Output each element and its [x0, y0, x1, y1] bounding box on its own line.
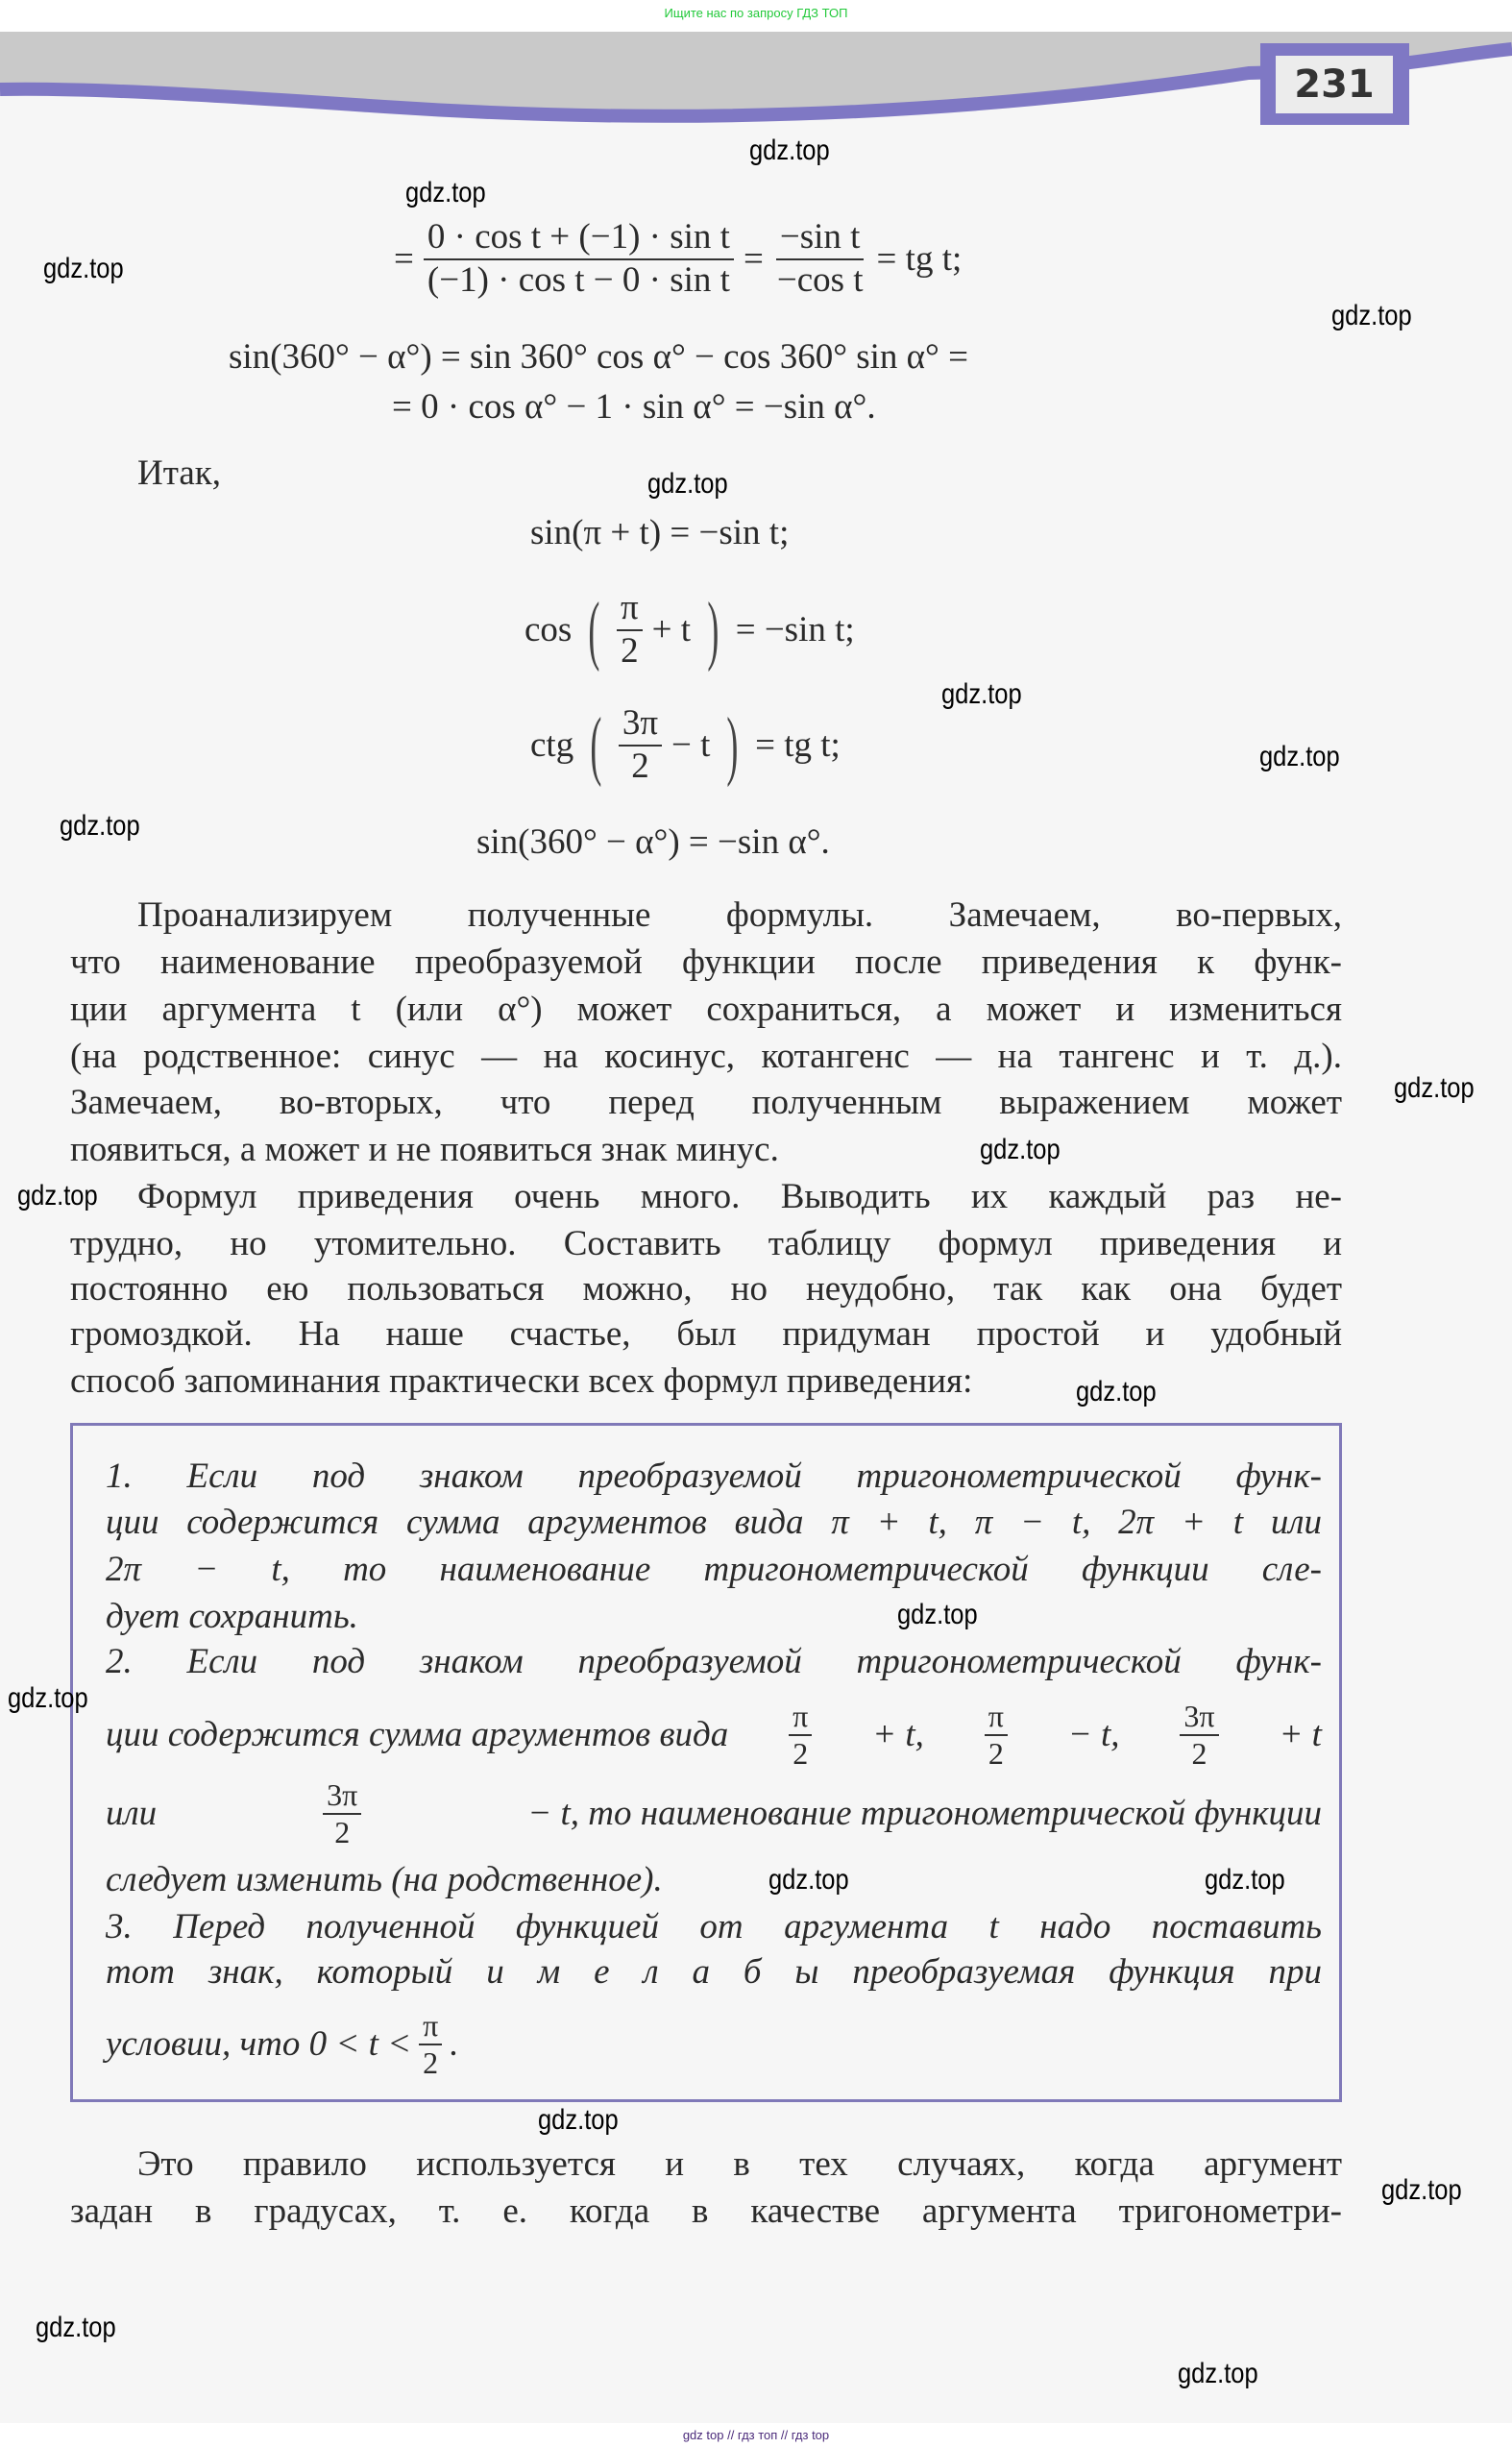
watermark: gdz.top [1394, 1072, 1475, 1104]
fraction [323, 1777, 361, 1850]
rule-line: 2π − t, то наименование тригонометрической функции сле- [106, 1550, 1322, 1589]
fraction [789, 1699, 812, 1772]
denominator: 2 [988, 1736, 1004, 1771]
eq-mid: = [743, 239, 764, 280]
formula-cos-pi2-plus-t [524, 588, 855, 672]
fraction [424, 217, 734, 301]
denominator: 2 [631, 746, 649, 786]
fraction [617, 588, 643, 672]
watermark: gdz.top [1178, 2358, 1258, 2389]
denominator: 2 [423, 2045, 439, 2080]
paragraph-line: трудно, но утомительно. Составить таблицу формул приведения и [70, 1224, 1342, 1263]
rule-text: − t, то наименование тригонометрической функции [527, 1794, 1322, 1833]
watermark: gdz.top [43, 253, 124, 284]
rule-line: тот знак, который и м е л а б ы преобразуемая функция при [106, 1952, 1322, 1992]
denominator: 2 [793, 1736, 809, 1771]
watermark: gdz.top [405, 177, 486, 208]
rule-text: − t, [1067, 1715, 1120, 1754]
watermark: gdz.top [941, 678, 1022, 710]
numerator: π [617, 588, 643, 631]
rule-text: ции содержится сумма аргументов вида [106, 1715, 729, 1754]
left-paren: ( [588, 587, 600, 673]
denominator: 2 [1191, 1736, 1207, 1771]
watermark: gdz.top [36, 2312, 116, 2343]
denominator: 2 [334, 1815, 351, 1849]
denominator: 2 [621, 630, 639, 671]
watermark: gdz.top [980, 1134, 1061, 1165]
eq-lead: = [394, 239, 414, 280]
formula-sin-360-minus-alpha: sin(360° − α°) = −sin α°. [476, 822, 830, 862]
numerator: π [419, 2008, 442, 2045]
fraction [419, 2008, 442, 2081]
rule-line: 2. Если под знаком преобразуемой тригонометрической функ- [106, 1642, 1322, 1681]
equation-sin360-line1: sin(360° − α°) = sin 360° cos α° − cos 360° sin α° = [229, 337, 968, 377]
itak-label: Итак, [137, 453, 221, 493]
watermark: gdz.top [8, 1682, 88, 1714]
rule-text: условии, что 0 < t < [106, 2024, 412, 2064]
paragraph-line: способ запоминания практически всех формул приведения: [70, 1361, 973, 1401]
watermark: gdz.top [647, 468, 728, 500]
eq-tail: = tg t; [755, 725, 841, 766]
watermark: gdz.top [1381, 2174, 1462, 2206]
paragraph-line: Замечаем, во-вторых, что перед полученным выражением может [70, 1083, 1342, 1122]
left-paren: ( [590, 702, 602, 788]
fn: cos [524, 610, 573, 650]
paragraph-line: Формул приведения очень много. Выводить их каждый раз не- [137, 1177, 1342, 1216]
denominator: −cos t [776, 259, 864, 300]
paragraph-line: Это правило используется и в тех случаях, когда аргумент [137, 2144, 1342, 2184]
watermark: gdz.top [60, 810, 140, 842]
watermark: gdz.top [538, 2104, 619, 2136]
fn: ctg [530, 725, 574, 766]
equation-tg [394, 217, 962, 301]
rule-line [106, 1699, 1322, 1772]
paragraph-line: постоянно ею пользоваться можно, но неудобно, так как она будет [70, 1269, 1342, 1309]
rule-text: + t [1279, 1715, 1322, 1754]
paragraph-line: появиться, а может и не появиться знак минус. [70, 1130, 779, 1169]
rule-line [106, 2008, 1322, 2081]
paragraph-line: громоздкой. На наше счастье, был придуман простой и удобный [70, 1314, 1342, 1354]
fraction [619, 703, 662, 787]
numerator: 0 · cos t + (−1) · sin t [424, 217, 734, 260]
equation-sin360-line2: = 0 · cos α° − 1 · sin α° = −sin α°. [392, 387, 876, 427]
watermark: gdz.top [1205, 1864, 1285, 1896]
watermark: gdz.top [1331, 300, 1412, 331]
numerator: π [789, 1699, 812, 1736]
paragraph-line: что наименование преобразуемой функции после приведения к функ- [70, 942, 1342, 982]
numerator: 3π [1180, 1699, 1218, 1736]
rule-text: или [106, 1794, 158, 1833]
rule-text: + t, [872, 1715, 924, 1754]
right-paren: ) [707, 587, 719, 673]
fraction [1180, 1699, 1218, 1772]
formula-sin-pi-plus-t: sin(π + t) = −sin t; [530, 513, 790, 552]
rule-line: ции содержится сумма аргументов вида π + t, π − t, 2π + t или [106, 1503, 1322, 1542]
paragraph-line: ции аргумента t (или α°) может сохраниться, а может и измениться [70, 990, 1342, 1029]
rule-line: следует изменить (на родственное). [106, 1860, 663, 1899]
arg-rest: + t [651, 610, 692, 650]
right-paren: ) [726, 702, 739, 788]
watermark: gdz.top [897, 1599, 978, 1630]
numerator: −sin t [776, 217, 865, 260]
eq-tail: = −sin t; [735, 610, 855, 650]
rule-line [106, 1777, 1322, 1850]
denominator: (−1) · cos t − 0 · sin t [427, 259, 730, 300]
watermark: gdz.top [768, 1864, 849, 1896]
fraction [773, 217, 867, 301]
paragraph-line: задан в градусах, т. е. когда в качестве аргумента тригонометри- [70, 2191, 1342, 2231]
rule-text: . [450, 2024, 459, 2064]
numerator: 3π [323, 1777, 361, 1815]
watermark: gdz.top [1076, 1376, 1157, 1408]
numerator: π [985, 1699, 1008, 1736]
watermark: gdz.top [1259, 741, 1340, 772]
rule-line: 1. Если под знаком преобразуемой тригонометрической функ- [106, 1457, 1322, 1496]
page-number: 231 [1276, 56, 1393, 113]
paragraph-line: (на родственное: синус — на косинус, котангенс — на тангенс и т. д.). [70, 1037, 1342, 1076]
eq-tail: = tg t; [876, 239, 963, 280]
footer-links[interactable]: gdz top // гдз топ // гдз top [0, 2423, 1512, 2448]
watermark: gdz.top [17, 1180, 98, 1212]
rule-line: 3. Перед полученной функцией от аргумента t надо поставить [106, 1907, 1322, 1946]
fraction [985, 1699, 1008, 1772]
paragraph-line: Проанализируем полученные формулы. Замечаем, во-первых, [137, 895, 1342, 935]
rule-line: дует сохранить. [106, 1597, 358, 1636]
top-banner[interactable]: Ищите нас по запросу ГДЗ ТОП [664, 6, 848, 20]
formula-ctg-3pi2-minus-t [530, 703, 841, 787]
arg-rest: − t [671, 725, 711, 766]
numerator: 3π [619, 703, 662, 747]
watermark: gdz.top [749, 135, 830, 166]
